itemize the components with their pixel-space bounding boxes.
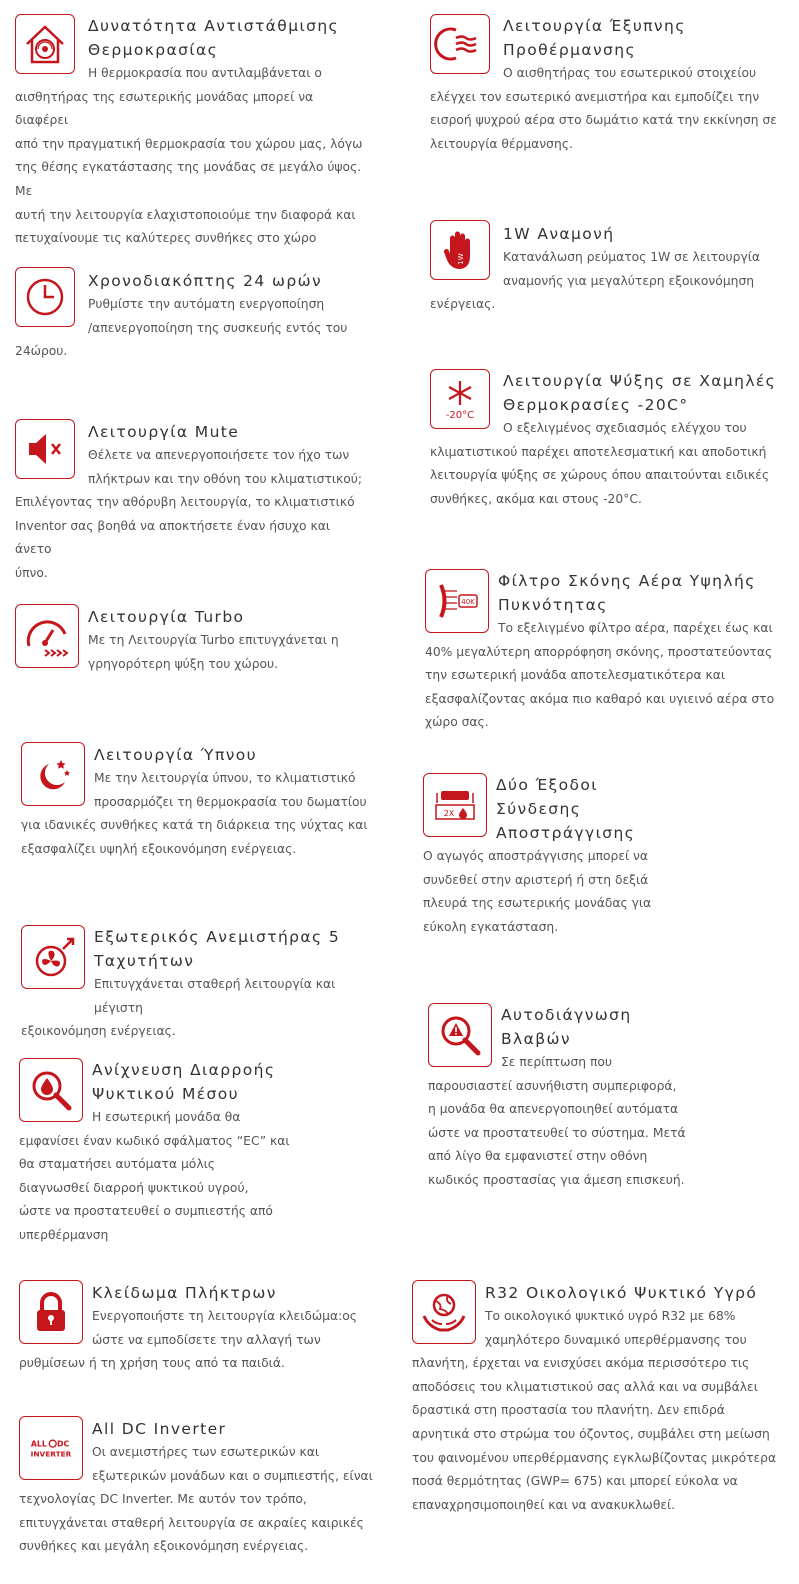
moon-stars-icon — [21, 742, 85, 806]
feature-description-indented: Με τη Λειτουργία Turbo επιτυγχάνεται η γρηγορότερη ψύξη του χώρου. — [88, 633, 339, 671]
feature-turbo — [15, 604, 370, 676]
feature-description-indented: Με την λειτουργία ύπνου, το κλιματιστικό προσαρμόζει τη θερμοκρασία του δωματίου — [94, 771, 367, 809]
globe-hands-icon — [412, 1280, 476, 1344]
feature-self-diagnosis — [428, 1003, 783, 1193]
feature-title: Φίλτρο Σκόνης Αέρα Υψηλής Πυκνότητας — [498, 572, 756, 614]
snowflake-icon — [430, 369, 490, 429]
feature-title: Λειτουργία Έξυπνης Προθέρμανσης — [503, 17, 686, 59]
ac-unit-drop-icon — [423, 773, 487, 837]
svg-text:-20°C: -20°C — [445, 410, 475, 421]
feature-temp-compensation — [15, 14, 370, 251]
feature-title: Εξωτερικός Ανεμιστήρας 5 Ταχυτήτων — [94, 928, 341, 970]
feature-leak-detection — [19, 1058, 374, 1248]
feature-description-indented: Ο εξελιγμένος σχεδιασμός ελέγχου του — [503, 421, 747, 435]
svg-text:1W: 1W — [457, 253, 465, 265]
feature-title: Λειτουργία Ψύξης σε Χαμηλές Θερμοκρασίες -20C° — [503, 372, 777, 414]
feature-title: Κλείδωμα Πλήκτρων — [92, 1284, 277, 1302]
feature-smart-preheat — [430, 14, 785, 156]
feature-description: πλανήτη, έρχεται να ενισχύσει ακόμα περισσότερο τις αποδόσεις του κλιματιστικού σας αλλά και να συμβάλει δραστικά στη προστασία του πλανήτη. Δεν επιδρά αρνητικά στο στρώμα του όζοντος, συμβάλει στη μείωση του φαινομένου υπερθέρμανσης εγκλωβίζοντας μικρότερα ποσά θερμότητας (GWP= 675) και μπορεί εύκολα να επαναχρησιμοποιηθεί και να ανακυκλωθεί. — [412, 1356, 777, 1512]
feature-title: Λειτουργία Ύπνου — [94, 746, 258, 764]
svg-text:2X: 2X — [443, 809, 455, 818]
feature-title: 1W Αναμονή — [503, 225, 615, 243]
svg-text:INVERTER: INVERTER — [30, 1449, 72, 1459]
feature-title: Ανίχνευση Διαρροής Ψυκτικού Μέσου — [92, 1061, 276, 1103]
feature-standby-1w — [430, 220, 785, 317]
feature-description-indented: Επιτυγχάνεται σταθερή λειτουργία και μέγιστη — [94, 977, 336, 1015]
feature-description: για ιδανικές συνθήκες κατά τη διάρκεια της νύχτας και εξασφαλίζει υψηλή εξοικονόμηση ενέργειας. — [21, 818, 368, 856]
svg-text:ALL: ALL — [30, 1439, 47, 1449]
feature-description-indented: Η θερμοκρασία που αντιλαμβάνεται ο — [88, 66, 322, 80]
feature-outdoor-fan — [21, 925, 386, 1044]
feature-description: Επιλέγοντας την αθόρυβη λειτουργία, το κλιματιστικό Inventor σας βοηθά να αποκτήσετε έναν ήσυχο και άνετο ύπνο. — [15, 495, 355, 580]
feature-description: κλιματιστικού παρέχει αποτελεσματική και αποδοτική λειτουργία ψύξης σε χώρους όπου απαιτούνται ειδικές συνθήκες, ακόμα και στους -20°C. — [430, 444, 770, 506]
feature-description: παρουσιαστεί ασυνήθιστη συμπεριφορά, η μονάδα θα απενεργοποιηθεί αυτόματα ώστε να προστατευθεί το σύστημα. Μετά από λίγο θα εμφανιστεί στην οθόνη κωδικός προστασίας για άμεση επισκευή. — [428, 1078, 686, 1187]
feature-description: Ο αγωγός αποστράγγισης μπορεί να συνδεθεί στην αριστερή ή στη δεξιά πλευρά της εσωτερικής μονάδας για εύκολη εγκατάσταση. — [423, 849, 652, 934]
hand-1w-icon — [430, 220, 490, 280]
feature-drain-outlets — [423, 773, 783, 939]
feature-title: Δυνατότητα Αντιστάθμισης Θερμοκρασίας — [88, 17, 340, 59]
feature-description: ενέργειας. — [430, 297, 496, 312]
warning-magnifier-icon — [428, 1003, 492, 1067]
padlock-icon — [19, 1280, 83, 1344]
feature-description-indented: Ενεργοποιήστε τη λειτουργία κλειδώμα:ος ώστε να εμποδίσετε την αλλαγή των — [92, 1309, 357, 1347]
feature-description: ελέγχει τον εσωτερικό ανεμιστήρα και εμποδίζει την εισροή ψυχρού αέρα στο δωμάτιο κατά την εκκίνηση σε λειτουργία θέρμανσης. — [430, 89, 777, 151]
feature-mute — [15, 419, 370, 586]
feature-description-indented: Ο αισθητήρας του εσωτερικού στοιχείου — [503, 66, 757, 80]
svg-text:40K: 40K — [461, 598, 475, 606]
feature-description-indented: Το εξελιγμένο φίλτρο αέρα, παρέχει έως και — [498, 621, 773, 635]
speaker-mute-icon — [15, 419, 75, 479]
feature-description: ρυθμίσεων ή τη χρήση τους από τα παιδιά. — [19, 1356, 285, 1371]
clock-icon — [15, 267, 75, 327]
dc-inverter-logo-icon — [19, 1416, 83, 1480]
feature-sleep — [21, 742, 376, 861]
feature-title: All DC Inverter — [92, 1420, 227, 1438]
feature-title: R32 Οικολογικό Ψυκτικό Υγρό — [485, 1284, 758, 1302]
feature-title: Χρονοδιακόπτης 24 ωρών — [88, 272, 323, 290]
heat-waves-icon — [430, 14, 490, 74]
feature-description-indented: Ρυθμίστε την αυτόματη ενεργοποίηση /απενεργοποίηση της συσκευής εντός του — [88, 297, 348, 335]
house-thermometer-icon — [15, 14, 75, 74]
feature-description-indented: Κατανάλωση ρεύματος 1W σε λειτουργία αναμονής για μεγαλύτερη εξοικονόμηση — [503, 250, 760, 288]
feature-description: εξοικονόμηση ενέργειας. — [21, 1024, 176, 1039]
feature-description-indented: Η εσωτερική μονάδα θα — [92, 1110, 241, 1124]
feature-title: Δύο Έξοδοι Σύνδεσης Αποστράγγισης — [496, 776, 636, 842]
drop-magnifier-icon — [19, 1058, 83, 1122]
svg-text:DC: DC — [57, 1439, 70, 1449]
filter-40k-icon — [425, 569, 489, 633]
feature-description-indented: Το οικολογικό ψυκτικό υγρό R32 με 68% χαμηλότερο δυναμικό υπερθέρμανσης του — [485, 1309, 747, 1347]
feature-title: Λειτουργία Turbo — [88, 608, 245, 626]
feature-description: τεχνολογίας DC Inverter. Με αυτόν τον τρόπο, επιτυγχάνεται σταθερή λειτουργία σε ακραίες καιρικές συνθήκες και μεγάλη εξοικονόμηση ενέργειας. — [19, 1492, 364, 1554]
feature-low-temp-cooling — [430, 369, 785, 511]
feature-description: αισθητήρας της εσωτερικής μονάδας μπορεί να διαφέρει από την πραγματική θερμοκρασία του χώρου μας, λόγω της θέσης εγκατάστασης της μονάδας σε μεγάλο ύψος. Με αυτή την λειτουργία ελαχιστοποιούμε την διαφορά και πετυχαίνουμε τις καλύτερες συνθήκες στο χώρο — [15, 89, 363, 246]
feature-title: Λειτουργία Mute — [88, 423, 240, 441]
feature-description: 24ώρου. — [15, 344, 68, 359]
feature-description-indented: Οι ανεμιστήρες των εσωτερικών και εξωτερικών μονάδων και ο συμπιεστής, είναι — [92, 1445, 373, 1483]
fan-icon — [21, 925, 85, 989]
speedometer-icon — [15, 604, 79, 668]
feature-description-indented: Θέλετε να απενεργοποιήσετε τον ήχο των πλήκτρων και την οθόνη του κλιματιστικού; — [88, 448, 363, 486]
feature-description: εμφανίσει έναν κωδικό σφάλματος “EC” και θα σταματήσει αυτόματα μόλις διαγνωσθεί διαρροή ψυκτικού υγρού, ώστε να προστατευθεί ο συμπιεστής από υπερθέρμανση — [19, 1133, 290, 1242]
feature-timer-24 — [15, 267, 370, 364]
feature-key-lock — [19, 1280, 374, 1376]
feature-description: 40% μεγαλύτερη απορρόφηση σκόνης, προστατεύοντας την εσωτερική μονάδα αποτελεσματικότερα και εξασφαλίζοντας ακόμα πιο καθαρό και υγιεινό αέρα στο χώρο σας. — [425, 644, 775, 730]
feature-title: Αυτοδιάγνωση Βλαβών — [501, 1006, 632, 1048]
feature-dust-filter — [425, 569, 785, 735]
feature-r32 — [412, 1280, 787, 1517]
feature-description-indented: Σε περίπτωση που — [501, 1055, 612, 1069]
feature-dc-inverter — [19, 1416, 389, 1559]
